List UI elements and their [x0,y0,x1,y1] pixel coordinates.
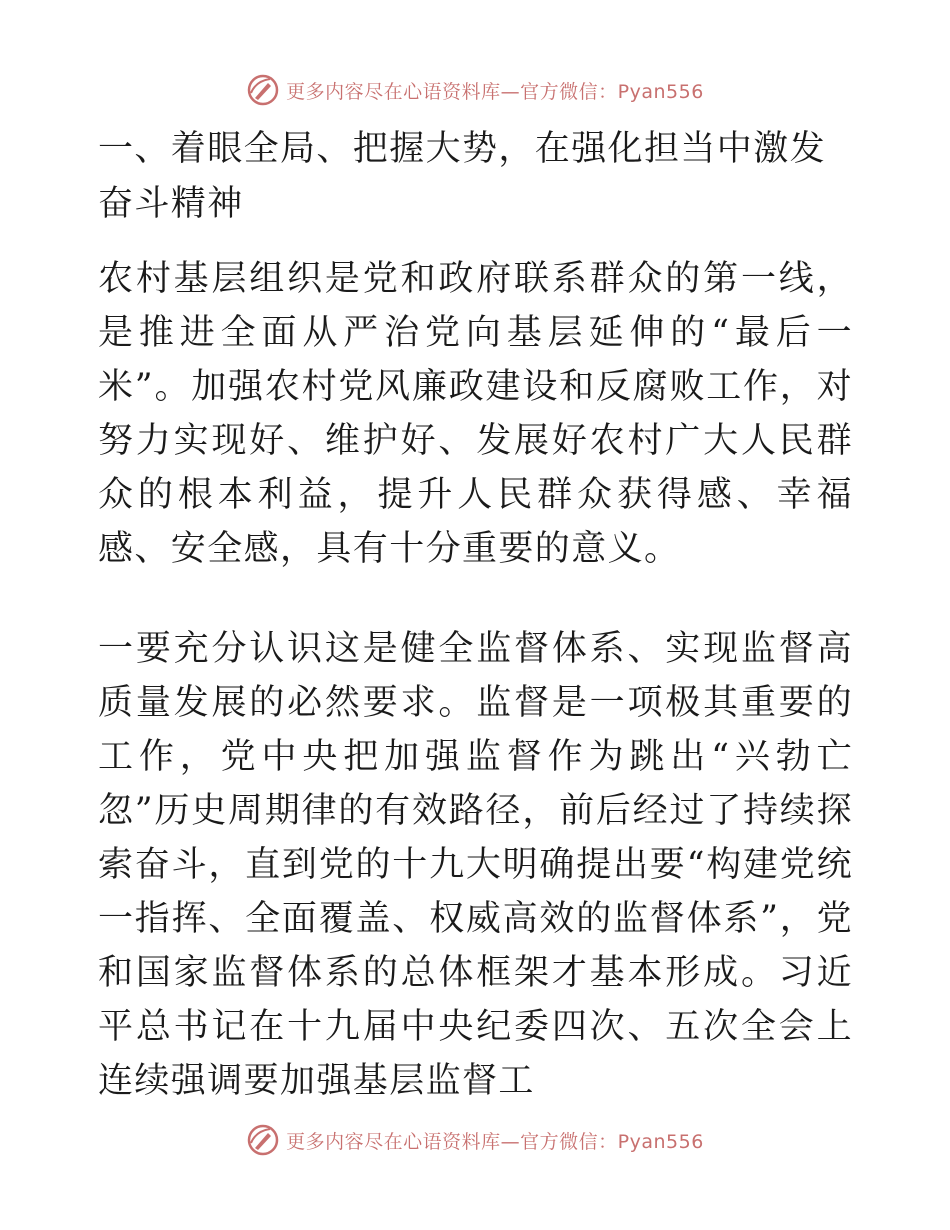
footer-watermark [0,1120,950,1160]
quill-circle-logo-icon [246,73,280,107]
paragraph-2: 一要充分认识这是健全监督体系、实现监督高质量发展的必然要求。监督是一项极其重要的工作，党中央把加强监督作为跳出“兴勃亡忽”历史周期律的有效路径，前后经过了持续探索奋斗，直到党的十九大明确提出要“构建党统一指挥、全面覆盖、权威高效的监督体系”，党和国家监督体系的总体框架才基本形成。习近平总书记在十九届中央纪委四次、五次全会上连续强调要加强基层监督工 [98,629,853,1101]
section-heading: 一、着眼全局、把握大势，在强化担当中激发奋斗精神 [98,129,827,224]
quill-circle-logo-icon [246,1123,280,1157]
watermark-text: 更多内容尽在心语资料库—官方微信：Pyan556 [286,1130,704,1153]
header-watermark [0,70,950,110]
paragraph-1: 农村基层组织是党和政府联系群众的第一线，是推进全面从严治党向基层延伸的“最后一米”。加强农村党风廉政建设和反腐败工作，对努力实现好、维护好、发展好农村广大人民群众的根本利益，提升人民群众获得感、幸福感、安全感，具有十分重要的意义。 [98,259,853,569]
document-body [98,122,858,1101]
watermark-text: 更多内容尽在心语资料库—官方微信：Pyan556 [286,80,704,103]
